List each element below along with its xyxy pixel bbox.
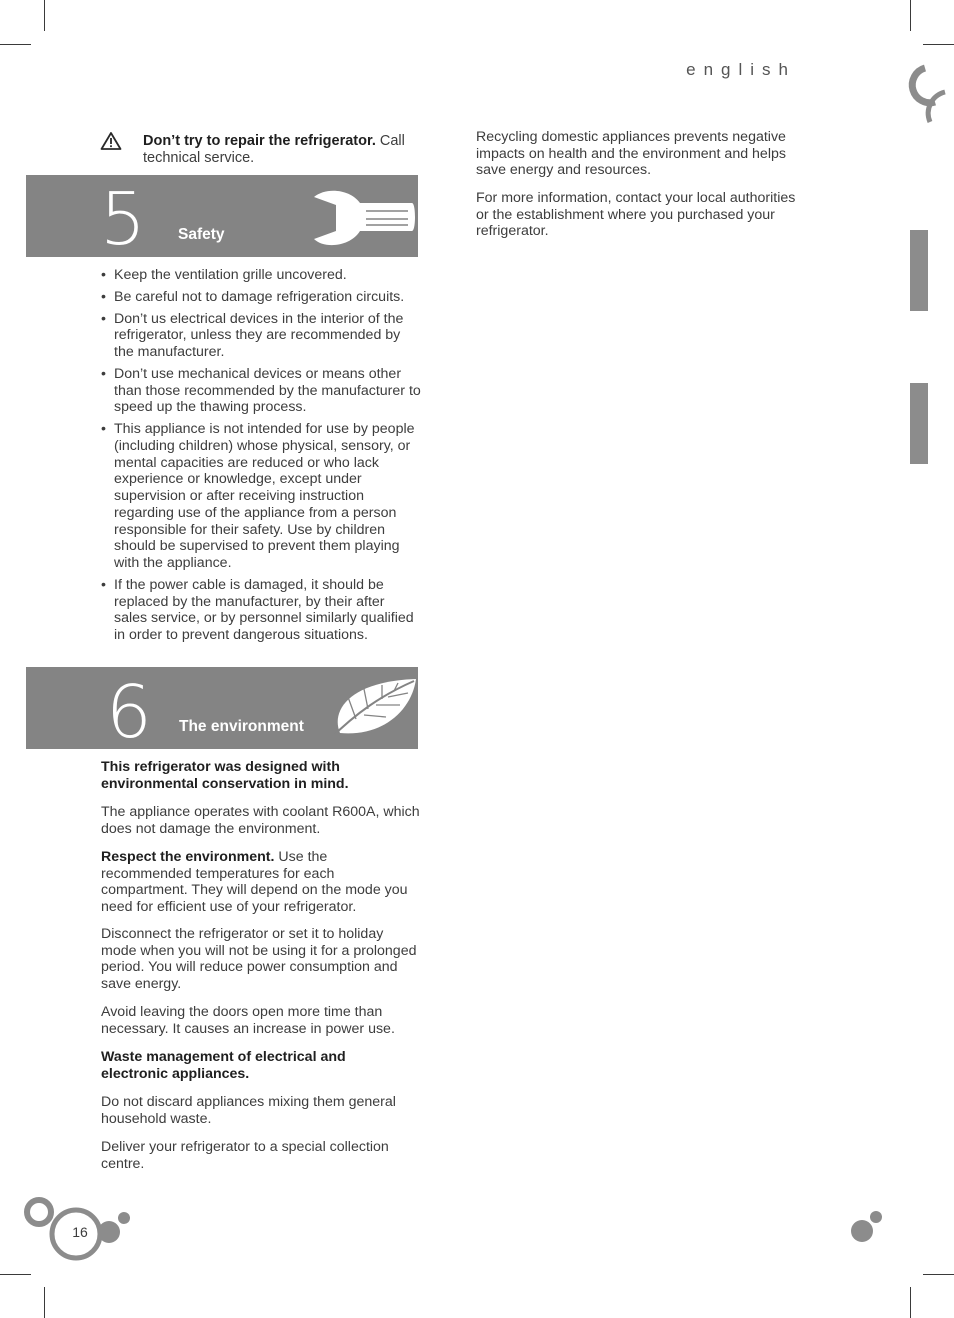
- circle-deco-icon: [905, 62, 954, 124]
- environment-paragraph: Do not discard appliances mixing them general household waste.: [101, 1094, 396, 1127]
- contact-paragraph: For more information, contact your local authorities or the establishment where you purchased your refrigerator.: [476, 190, 796, 240]
- warning-bold: Don’t try to repair the refrigerator.: [143, 133, 376, 149]
- footer-dots-icon: [846, 1206, 886, 1246]
- paragraph-bold: Respect the environment.: [101, 849, 275, 865]
- list-item: • Don’t us electrical devices in the interior of the refrigerator, unless they are recommended by the manufacturer.: [101, 311, 421, 361]
- environment-paragraph: Avoid leaving the doors open more time than necessary. It causes an increase in power use.: [101, 1004, 395, 1037]
- warning-rest: Call technical service.: [143, 133, 405, 166]
- list-item: • Be careful not to damage refrigeration circuits.: [101, 289, 421, 306]
- waste-heading: Waste management of electrical and electronic appliances.: [101, 1049, 346, 1082]
- section-title: Safety: [178, 226, 225, 243]
- side-tab: [910, 230, 928, 311]
- safety-list: [101, 267, 421, 649]
- side-tab: [910, 383, 928, 464]
- crop-mark: [923, 44, 954, 45]
- crop-mark: [0, 44, 31, 45]
- crop-mark: [44, 0, 45, 31]
- section-number: 6: [106, 670, 152, 749]
- section-number: 5: [100, 177, 146, 257]
- environment-intro: This refrigerator was designed with environmental conservation in mind.: [101, 759, 349, 792]
- warning-text: [143, 133, 423, 167]
- section-5-header: [26, 175, 418, 257]
- crop-mark: [44, 1287, 45, 1318]
- section-title: The environment: [179, 718, 304, 735]
- paragraph-rest: Use the recommended temperatures for each compartment. They will depend on the mode you need for efficient use of your refrigerator.: [101, 849, 408, 916]
- environment-paragraph: The appliance operates with coolant R600A, which does not damage the environment.: [101, 804, 420, 837]
- list-item: • Keep the ventilation grille uncovered.: [101, 267, 421, 284]
- list-item: • This appliance is not intended for use by people (including children) whose physical, sensory, or mental capacities are reduced or who lack experience or knowledge, except under supervision or after receiving instruction regarding use of the appliance from a person responsible for their safety. Use by children should be supervised to prevent them playing with the appliance.: [101, 421, 421, 571]
- environment-paragraph: Disconnect the refrigerator or set it to holiday mode when you will not be using it for a prolonged period. You will reduce power consumption and save energy.: [101, 926, 417, 993]
- environment-paragraph: [101, 849, 421, 916]
- leaf-icon: [326, 673, 418, 741]
- list-item: • Don’t use mechanical devices or means other than those recommended by the manufacturer to speed up the thawing process.: [101, 366, 421, 416]
- page-number: 16: [72, 1224, 88, 1240]
- crop-mark: [0, 1274, 31, 1275]
- recycling-paragraph: Recycling domestic appliances prevents negative impacts on health and the environment and helps save energy and resources.: [476, 129, 786, 179]
- list-item: • If the power cable is damaged, it should be replaced by the manufacturer, by their after sales service, or by personnel similarly qualified in order to prevent dangerous situations.: [101, 577, 421, 644]
- environment-paragraph: Deliver your refrigerator to a special collection centre.: [101, 1139, 389, 1172]
- warning-triangle-icon: [100, 131, 122, 151]
- section-6-header: [26, 667, 418, 749]
- language-label: english: [686, 60, 796, 79]
- crop-mark: [910, 1287, 911, 1318]
- crop-mark: [923, 1274, 954, 1275]
- wrench-icon: [310, 185, 418, 251]
- crop-mark: [910, 0, 911, 31]
